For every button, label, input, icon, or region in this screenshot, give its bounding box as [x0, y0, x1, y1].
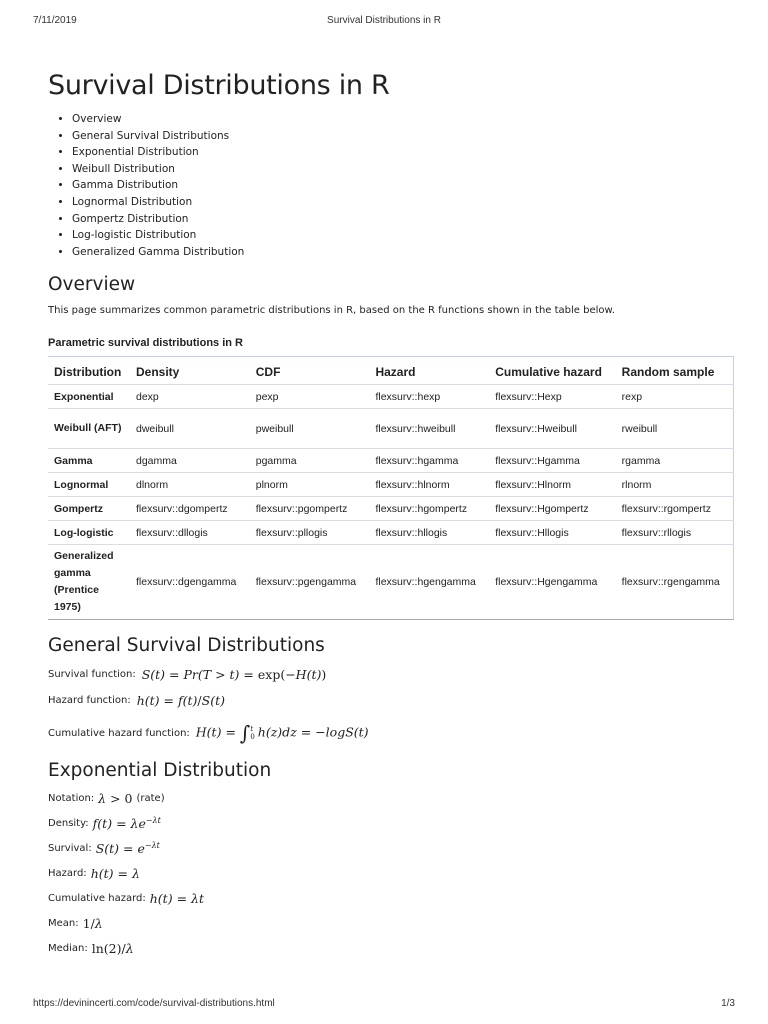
page-url: https://devinincerti.com/code/survival-distributions.html — [33, 998, 275, 1009]
page-number: 1/3 — [721, 998, 735, 1009]
exp-hazard: Hazard: h(t) = λ — [48, 865, 140, 881]
cell: flexsurv::Hgengamma — [489, 545, 615, 620]
survival-function-formula — [48, 664, 738, 684]
print-title: Survival Distributions in R — [327, 15, 441, 26]
col-cumulative-hazard: Cumulative hazard — [489, 357, 615, 385]
col-hazard: Hazard — [369, 357, 489, 385]
cell: flexsurv::hexp — [369, 385, 489, 409]
print-header — [33, 15, 735, 29]
col-cdf: CDF — [250, 357, 370, 385]
table-row — [48, 409, 734, 449]
table-row — [48, 449, 734, 473]
cumulative-hazard-label: Cumulative hazard function: — [48, 727, 190, 739]
exp-median: Median: ln(2)/λ — [48, 940, 134, 956]
toc-item-weibull[interactable]: • Weibull Distribution — [72, 161, 738, 178]
cell: dexp — [130, 385, 250, 409]
cell: Weibull (AFT) — [48, 409, 130, 449]
cell: rlnorm — [616, 473, 734, 497]
cell: Generalized gamma (Prentice 1975) — [48, 545, 130, 620]
cell: dgamma — [130, 449, 250, 473]
cell: flexsurv::rgompertz — [616, 497, 734, 521]
distributions-table — [48, 356, 734, 620]
cell: flexsurv::Hexp — [489, 385, 615, 409]
cell: Log-logistic — [48, 521, 130, 545]
col-random-sample: Random sample — [616, 357, 734, 385]
exp-survival: Survival: $S(t) = e^{-\lambda t}$ — [48, 840, 160, 856]
cell: plnorm — [250, 473, 370, 497]
cell: flexsurv::hllogis — [369, 521, 489, 545]
page-content — [48, 70, 738, 958]
toc-item-gengamma[interactable]: • Generalized Gamma Distribution — [72, 244, 738, 261]
survival-function-math: S(t) = Pr(T > t) = exp(−H(t)) — [141, 666, 327, 682]
print-date: 7/11/2019 — [33, 15, 77, 26]
cell: pgamma — [250, 449, 370, 473]
hazard-function-label: Hazard function: — [48, 694, 131, 706]
cell: flexsurv::Hllogis — [489, 521, 615, 545]
cell: dweibull — [130, 409, 250, 449]
cumulative-hazard-math: H(t) = ∫ t 0 h(z)dz = −logS(t) — [195, 721, 369, 746]
cell: flexsurv::dllogis — [130, 521, 250, 545]
cell: pweibull — [250, 409, 370, 449]
cell: rgamma — [616, 449, 734, 473]
cell: flexsurv::pllogis — [250, 521, 370, 545]
cell: flexsurv::hgompertz — [369, 497, 489, 521]
table-header-row — [48, 357, 734, 385]
col-distribution: Distribution — [48, 357, 130, 385]
cell: pexp — [250, 385, 370, 409]
cell: flexsurv::dgompertz — [130, 497, 250, 521]
cell: flexsurv::rgengamma — [616, 545, 734, 620]
table-row — [48, 545, 734, 620]
toc-item-overview[interactable]: • Overview — [72, 111, 738, 128]
cell: Lognormal — [48, 473, 130, 497]
hazard-function-math: h(t) = f(t)/S(t) — [136, 692, 225, 708]
hazard-function-formula — [48, 690, 738, 710]
table-row — [48, 521, 734, 545]
cell: flexsurv::hgamma — [369, 449, 489, 473]
cell: flexsurv::Hgompertz — [489, 497, 615, 521]
cell: Gamma — [48, 449, 130, 473]
survival-function-label: Survival function: — [48, 668, 136, 680]
cell: flexsurv::pgengamma — [250, 545, 370, 620]
table-row — [48, 385, 734, 409]
cell: flexsurv::hlnorm — [369, 473, 489, 497]
cell: flexsurv::Hweibull — [489, 409, 615, 449]
cell: flexsurv::Hgamma — [489, 449, 615, 473]
cell: flexsurv::hgengamma — [369, 545, 489, 620]
toc-item-gamma[interactable]: • Gamma Distribution — [72, 177, 738, 194]
cell: dlnorm — [130, 473, 250, 497]
table-of-contents — [48, 111, 738, 260]
cell: flexsurv::hweibull — [369, 409, 489, 449]
cell: Gompertz — [48, 497, 130, 521]
toc-item-lognormal[interactable]: • Lognormal Distribution — [72, 194, 738, 211]
table-row — [48, 497, 734, 521]
table-row — [48, 473, 734, 497]
toc-item-loglogistic[interactable]: • Log-logistic Distribution — [72, 227, 738, 244]
col-density: Density — [130, 357, 250, 385]
page-title: Survival Distributions in R — [48, 70, 390, 101]
cell: rweibull — [616, 409, 734, 449]
overview-text: This page summarizes common parametric distributions in R, based on the R functions shown in the table below. — [48, 305, 615, 317]
cell: flexsurv::Hlnorm — [489, 473, 615, 497]
toc-item-gompertz[interactable]: • Gompertz Distribution — [72, 211, 738, 228]
exp-density: Density: $f(t) = \lambda e^{-\lambda t}$ — [48, 815, 161, 831]
cell: rexp — [616, 385, 734, 409]
overview-heading: Overview — [48, 274, 136, 296]
cell: flexsurv::dgengamma — [130, 545, 250, 620]
exp-mean: Mean: 1/λ — [48, 915, 103, 931]
toc-item-exponential[interactable]: • Exponential Distribution — [72, 144, 738, 161]
cell: flexsurv::rllogis — [616, 521, 734, 545]
exp-cumulative-hazard: Cumulative hazard: h(t) = λt — [48, 890, 204, 906]
table-caption: Parametric survival distributions in R — [48, 337, 244, 350]
print-footer — [33, 998, 735, 1012]
cell: Exponential — [48, 385, 130, 409]
cell: flexsurv::pgompertz — [250, 497, 370, 521]
cumulative-hazard-formula — [48, 716, 738, 750]
exponential-heading: Exponential Distribution — [48, 760, 272, 782]
exp-notation: Notation: λ > 0 (rate) — [48, 790, 165, 806]
general-heading: General Survival Distributions — [48, 635, 325, 657]
toc-item-general[interactable]: • General Survival Distributions — [72, 128, 738, 145]
